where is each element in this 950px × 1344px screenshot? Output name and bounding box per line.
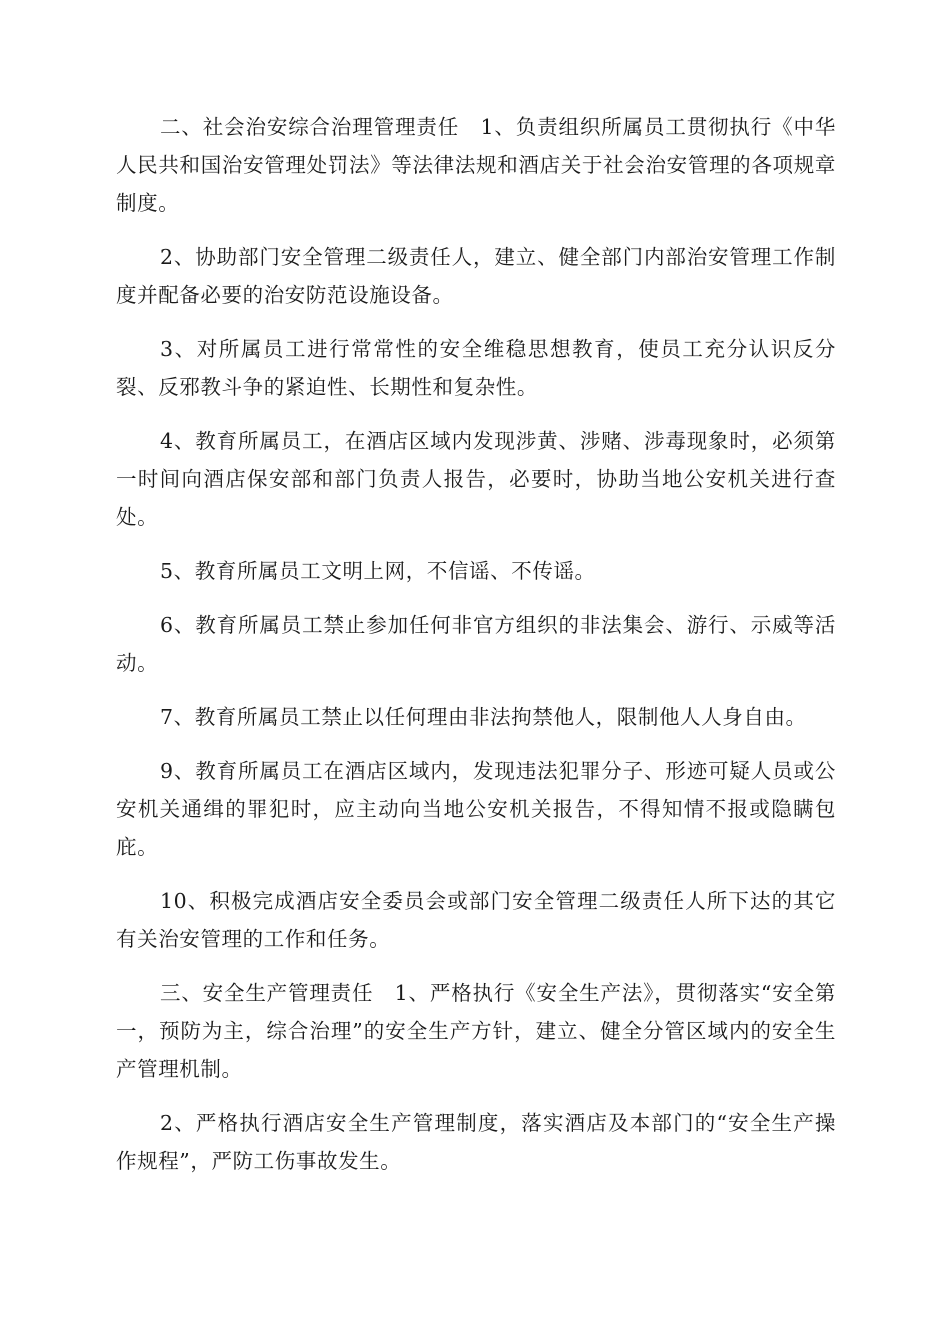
paragraph-2: 2、协助部门安全管理二级责任人，建立、健全部门内部治安管理工作制度并配备必要的治安防范设施设备。 [116, 245, 836, 307]
paragraph-1: 二、社会治安综合治理管理责任 1、负责组织所属员工贯彻执行《中华人民共和国治安管理处罚法》等法律法规和酒店关于社会治安管理的各项规章制度。 [116, 115, 836, 215]
paragraph-6: 6、教育所属员工禁止参加任何非官方组织的非法集会、游行、示威等活动。 [116, 613, 836, 675]
paragraph-4: 4、教育所属员工，在酒店区域内发现涉黄、涉赌、涉毒现象时，必须第一时间向酒店保安部和部门负责人报告，必要时，协助当地公安机关进行查处。 [116, 429, 836, 529]
paragraph-3: 3、对所属员工进行常常性的安全维稳思想教育，使员工充分认识反分裂、反邪教斗争的紧迫性、长期性和复杂性。 [116, 337, 836, 399]
paragraph-9: 9、教育所属员工在酒店区域内，发现违法犯罪分子、形迹可疑人员或公安机关通缉的罪犯时，应主动向当地公安机关报告，不得知情不报或隐瞒包庇。 [116, 759, 836, 859]
document-body [116, 108, 836, 1196]
paragraph-section-3-item-2: 2、严格执行酒店安全生产管理制度，落实酒店及本部门的“安全生产操作规程”，严防工伤事故发生。 [116, 1111, 836, 1173]
paragraph-section-3: 三、安全生产管理责任 1、严格执行《安全生产法》，贯彻落实“安全第一，预防为主，综合治理”的安全生产方针，建立、健全分管区域内的安全生产管理机制。 [116, 981, 836, 1081]
paragraph-5: 5、教育所属员工文明上网，不信谣、不传谣。 [160, 559, 596, 583]
paragraph-10: 10、积极完成酒店安全委员会或部门安全管理二级责任人所下达的其它有关治安管理的工作和任务。 [116, 889, 836, 951]
paragraph-7: 7、教育所属员工禁止以任何理由非法拘禁他人，限制他人人身自由。 [160, 705, 807, 729]
